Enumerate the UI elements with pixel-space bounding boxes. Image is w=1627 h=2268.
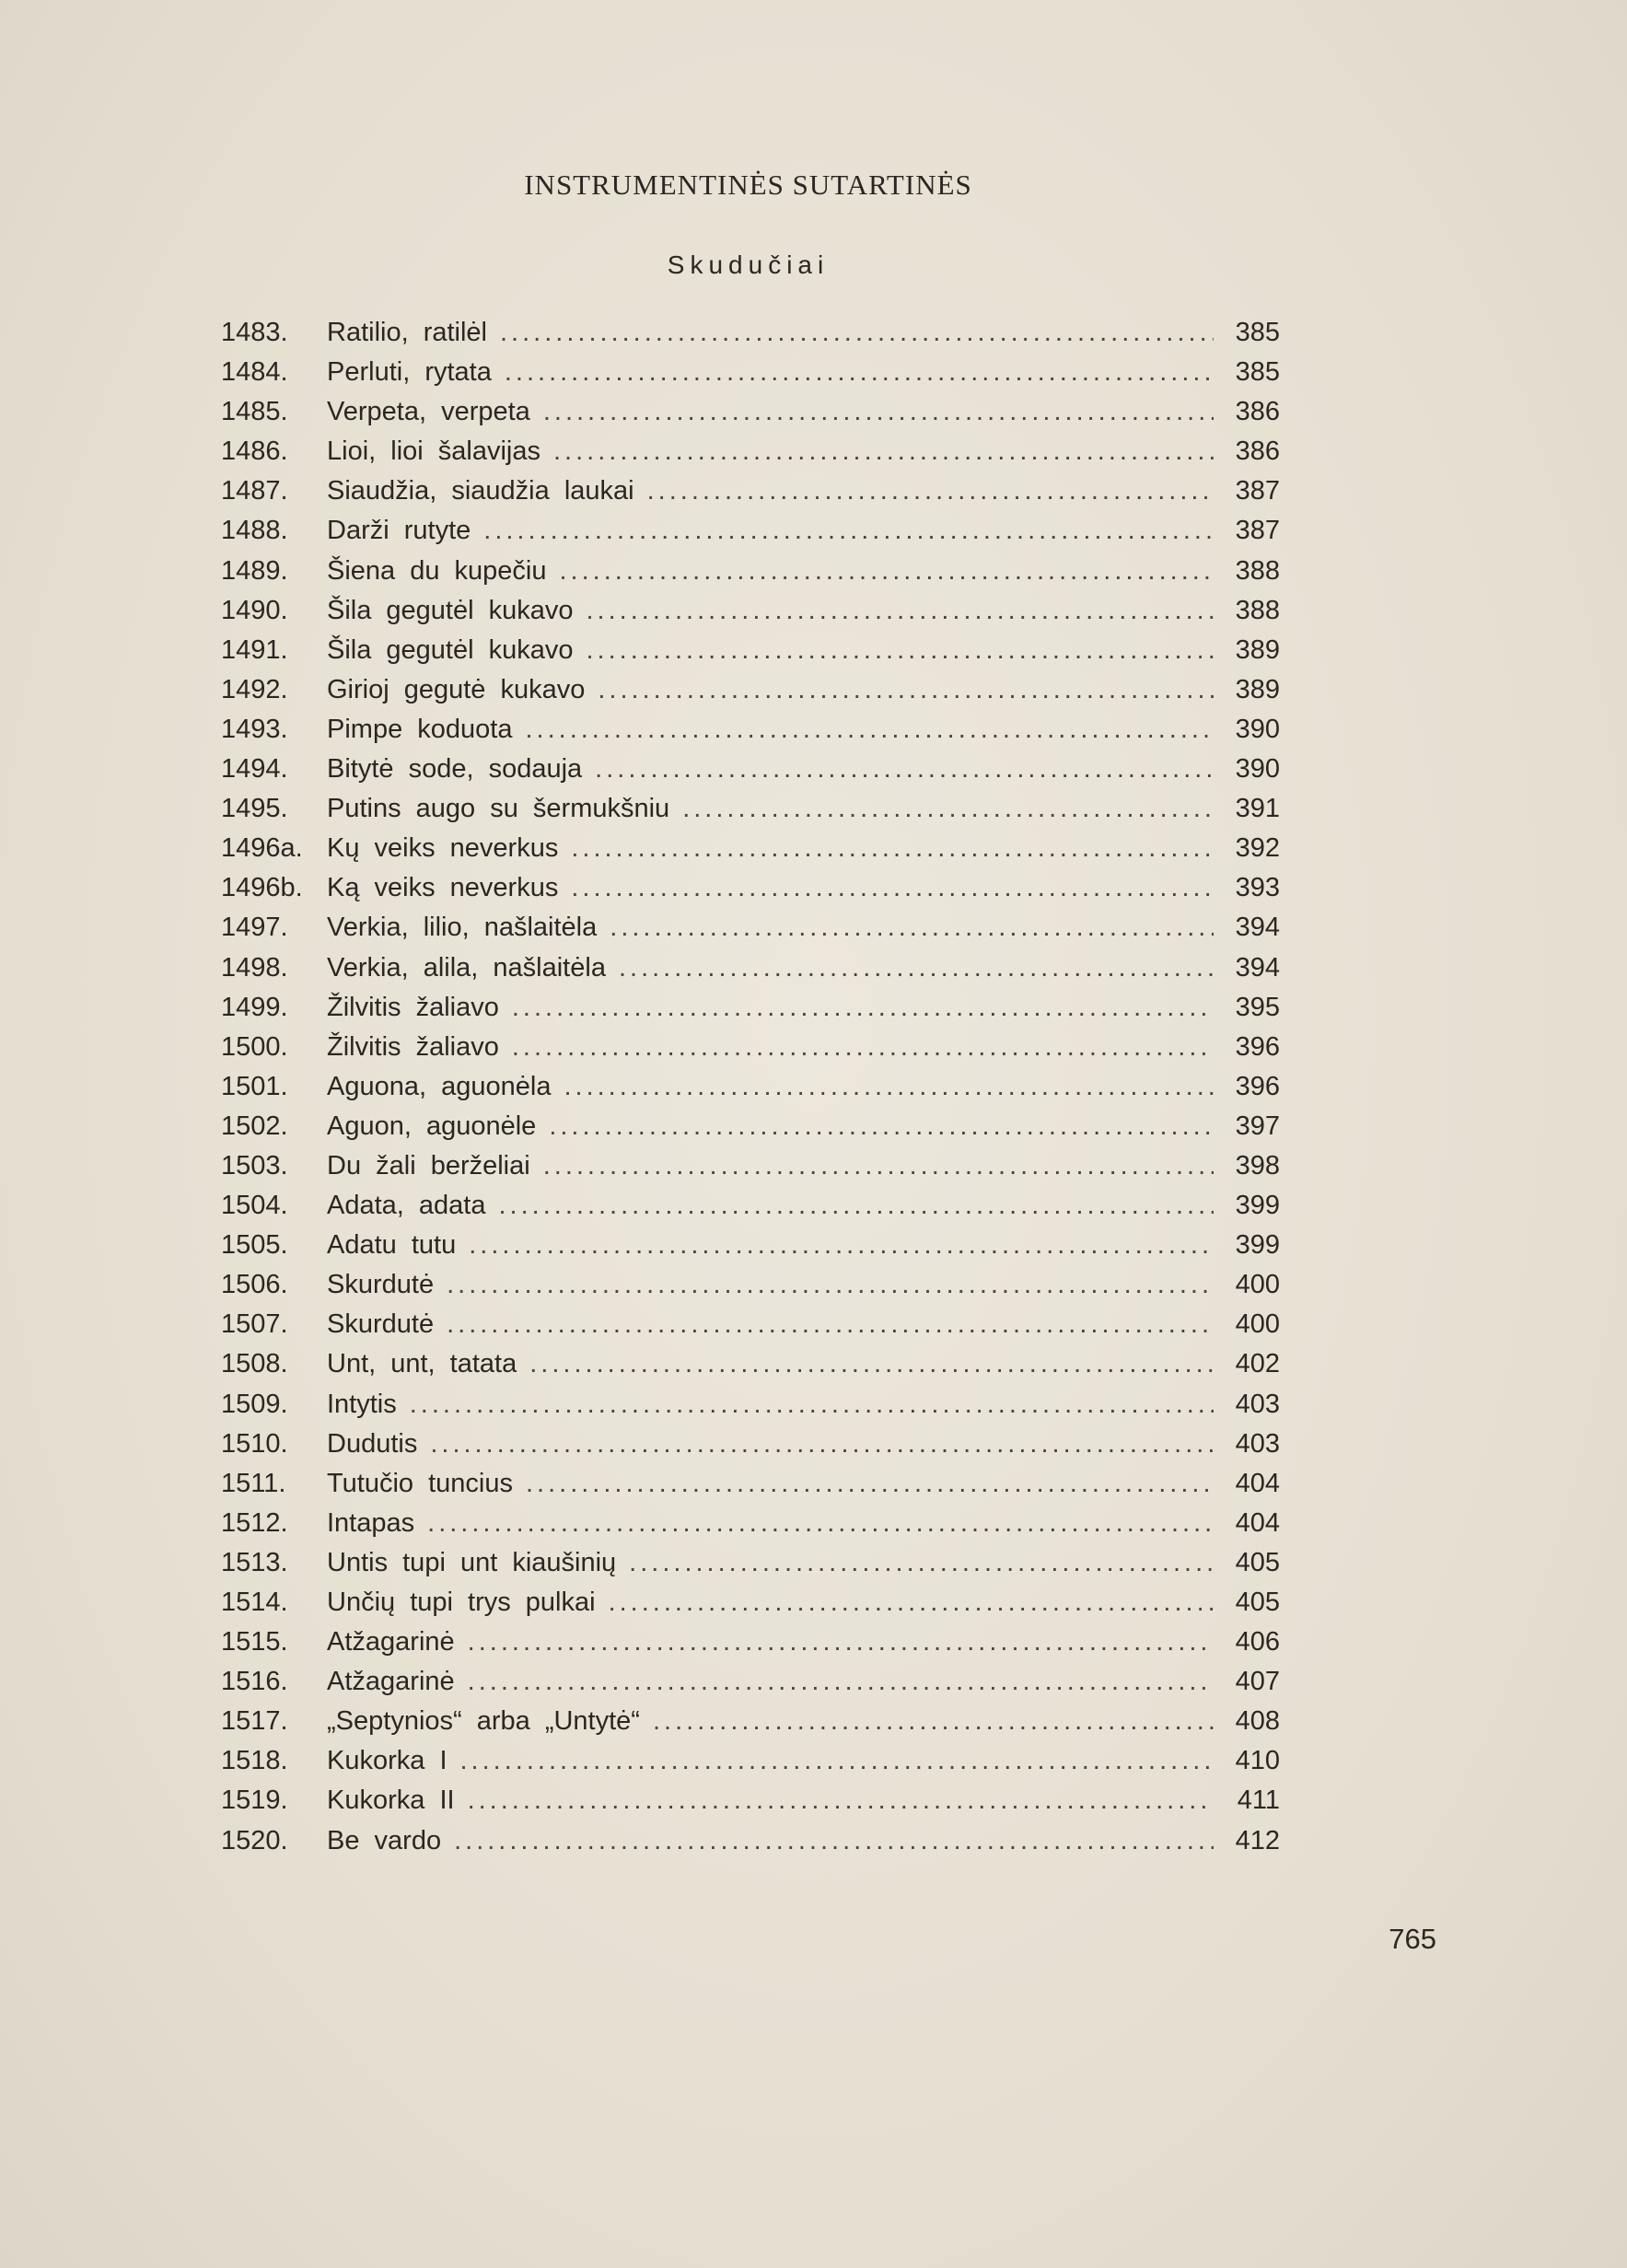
dot-leader <box>543 1146 1214 1186</box>
toc-entry-page: 394 <box>1235 913 1280 943</box>
dot-leader <box>505 353 1214 392</box>
toc-entry-page: 404 <box>1235 1507 1280 1538</box>
dot-leader <box>609 1583 1214 1622</box>
toc-entry-page: 398 <box>1235 1150 1280 1181</box>
toc-entry-title: Verkia, alila, našlaitėla <box>327 952 606 983</box>
toc-entry-number: 1489. <box>221 555 288 586</box>
toc-entry-title: Kukorka I <box>327 1746 447 1776</box>
toc-entry-number: 1488. <box>221 516 288 546</box>
toc-entry-title: „Septynios“ arba „Untytė“ <box>327 1706 640 1737</box>
toc-entry <box>221 1344 1280 1384</box>
toc-entry-title: Dudutis <box>327 1428 418 1459</box>
toc-entry-number: 1494. <box>221 754 288 785</box>
dot-leader <box>498 1186 1214 1226</box>
toc-entry-page: 387 <box>1235 516 1280 546</box>
toc-entry-number: 1500. <box>221 1031 288 1062</box>
dot-leader <box>460 1741 1214 1781</box>
dot-leader <box>571 829 1214 868</box>
toc-entry-title: Pimpe koduota <box>327 714 513 744</box>
toc-entry <box>221 392 1280 432</box>
toc-entry <box>221 1226 1280 1265</box>
toc-entry-number: 1504. <box>221 1191 288 1221</box>
toc-entry-title: Kų veiks neverkus <box>327 833 559 864</box>
toc-entry <box>221 829 1280 868</box>
toc-entry <box>221 1028 1280 1067</box>
toc-entry-title: Aguon, aguonėle <box>327 1111 537 1141</box>
dot-leader <box>682 789 1214 829</box>
toc-entry-page: 394 <box>1235 952 1280 983</box>
toc-entry <box>221 908 1280 948</box>
dot-leader <box>571 868 1214 908</box>
toc-entry-page: 403 <box>1235 1389 1280 1419</box>
toc-entry-page: 392 <box>1235 833 1280 864</box>
toc-entry <box>221 1504 1280 1543</box>
toc-entry-page: 393 <box>1235 873 1280 903</box>
toc-entry <box>221 1067 1280 1107</box>
toc-entry-title: Perluti, rytata <box>327 357 492 388</box>
dot-leader <box>500 313 1214 353</box>
toc-entry-title: Adata, adata <box>327 1191 486 1221</box>
toc-entry-number: 1483. <box>221 318 288 347</box>
dot-leader <box>619 948 1214 988</box>
toc-entry-title: Girioj gegutė kukavo <box>327 674 586 704</box>
toc-entry <box>221 750 1280 789</box>
toc-entry-page: 399 <box>1235 1230 1280 1261</box>
toc-entry-page: 410 <box>1235 1746 1280 1776</box>
toc-entry-page: 408 <box>1235 1706 1280 1737</box>
toc-entry <box>221 1385 1280 1425</box>
page-title: INSTRUMENTINĖS SUTARTINĖS <box>524 169 972 201</box>
dot-leader <box>483 511 1214 551</box>
dot-leader <box>543 392 1214 432</box>
dot-leader <box>595 750 1214 789</box>
toc-entry <box>221 1265 1280 1305</box>
table-of-contents <box>221 313 1280 1861</box>
toc-entry-page: 396 <box>1235 1071 1280 1101</box>
toc-entry <box>221 1464 1280 1504</box>
toc-entry-title: Šila gegutėl kukavo <box>327 595 574 625</box>
toc-entry-page: 391 <box>1235 794 1280 824</box>
toc-entry <box>221 868 1280 908</box>
toc-entry-title: Unt, unt, tatata <box>327 1349 517 1379</box>
toc-entry-number: 1514. <box>221 1588 288 1617</box>
toc-entry <box>221 670 1280 710</box>
toc-entry-page: 386 <box>1235 436 1280 467</box>
toc-entry-page: 397 <box>1235 1111 1280 1141</box>
dot-leader <box>529 1344 1214 1384</box>
toc-entry <box>221 1662 1280 1702</box>
toc-entry-number: 1510. <box>221 1428 288 1459</box>
toc-entry-page: 385 <box>1235 318 1280 347</box>
toc-entry-title: Putins augo su šermukšniu <box>327 794 670 824</box>
toc-entry-page: 412 <box>1235 1825 1280 1855</box>
toc-entry-title: Siaudžia, siaudžia laukai <box>327 476 634 506</box>
toc-entry <box>221 1583 1280 1622</box>
toc-entry-title: Verkia, lilio, našlaitėla <box>327 913 598 943</box>
toc-entry-title: Intapas <box>327 1507 415 1538</box>
toc-entry-page: 399 <box>1235 1191 1280 1221</box>
toc-entry-page: 390 <box>1235 754 1280 785</box>
toc-entry-number: 1506. <box>221 1270 288 1300</box>
toc-entry <box>221 353 1280 392</box>
toc-entry-number: 1487. <box>221 476 288 506</box>
dot-leader <box>560 552 1214 591</box>
toc-entry <box>221 948 1280 988</box>
toc-entry <box>221 471 1280 511</box>
dot-leader <box>610 908 1214 948</box>
toc-entry-title: Šila gegutėl kukavo <box>327 634 574 665</box>
toc-entry <box>221 1146 1280 1186</box>
dot-leader <box>454 1821 1214 1861</box>
toc-entry-page: 395 <box>1235 992 1280 1022</box>
toc-entry-title: Du žali berželiai <box>327 1150 530 1181</box>
dot-leader <box>427 1504 1214 1543</box>
toc-entry-page: 388 <box>1235 555 1280 586</box>
toc-entry-title: Žilvitis žaliavo <box>327 1031 499 1062</box>
toc-entry-page: 404 <box>1235 1468 1280 1498</box>
toc-entry-number: 1496a. <box>221 833 303 864</box>
toc-entry-number: 1498. <box>221 952 288 983</box>
toc-entry-number: 1486. <box>221 436 288 467</box>
toc-entry-number: 1499. <box>221 992 288 1022</box>
toc-entry-number: 1520. <box>221 1825 288 1855</box>
dot-leader <box>598 670 1214 710</box>
toc-entry-title: Be vardo <box>327 1825 442 1855</box>
page-number: 765 <box>1389 1923 1436 1955</box>
dot-leader <box>553 432 1214 471</box>
dot-leader <box>447 1305 1214 1344</box>
toc-entry <box>221 988 1280 1028</box>
toc-entry <box>221 1821 1280 1861</box>
toc-entry-page: 387 <box>1235 476 1280 506</box>
toc-entry-number: 1509. <box>221 1389 288 1419</box>
toc-entry-number: 1493. <box>221 714 288 744</box>
toc-entry <box>221 1425 1280 1464</box>
toc-entry-title: Untis tupi unt kiaušinių <box>327 1547 617 1577</box>
toc-entry-title: Atžagarinė <box>327 1627 455 1657</box>
toc-entry-page: 403 <box>1235 1428 1280 1459</box>
dot-leader <box>587 591 1214 631</box>
toc-entry-title: Šiena du kupečiu <box>327 555 547 586</box>
toc-entry-title: Lioi, lioi šalavijas <box>327 436 540 467</box>
dot-leader <box>525 710 1214 750</box>
toc-entry-title: Skurdutė <box>327 1270 435 1300</box>
toc-entry-number: 1501. <box>221 1071 288 1101</box>
dot-leader <box>564 1067 1214 1107</box>
dot-leader <box>468 1662 1214 1702</box>
dot-leader <box>629 1543 1214 1583</box>
dot-leader <box>447 1265 1214 1305</box>
toc-entry <box>221 432 1280 471</box>
toc-entry-number: 1508. <box>221 1349 288 1379</box>
toc-entry-number: 1513. <box>221 1547 288 1577</box>
toc-entry-number: 1484. <box>221 357 288 388</box>
toc-entry-title: Unčių tupi trys pulkai <box>327 1588 596 1617</box>
toc-entry-number: 1492. <box>221 674 288 704</box>
toc-entry-page: 400 <box>1235 1270 1280 1300</box>
dot-leader <box>549 1107 1214 1146</box>
toc-entry-page: 389 <box>1235 634 1280 665</box>
toc-entry-number: 1496b. <box>221 873 303 903</box>
toc-entry-title: Ratilio, ratilėl <box>327 318 487 347</box>
toc-entry-page: 390 <box>1235 714 1280 744</box>
toc-entry-title: Darži rutyte <box>327 516 471 546</box>
toc-entry <box>221 1702 1280 1741</box>
toc-entry <box>221 511 1280 551</box>
toc-entry-page: 405 <box>1235 1588 1280 1617</box>
toc-entry-page: 406 <box>1235 1627 1280 1657</box>
toc-entry-title: Verpeta, verpeta <box>327 397 530 427</box>
toc-entry <box>221 631 1280 670</box>
toc-entry-number: 1517. <box>221 1706 288 1737</box>
dot-leader <box>468 1622 1214 1662</box>
dot-leader <box>469 1226 1214 1265</box>
toc-entry-title: Kukorka II <box>327 1785 455 1816</box>
dot-leader <box>647 471 1214 511</box>
toc-entry-page: 389 <box>1235 674 1280 704</box>
toc-entry-number: 1519. <box>221 1785 288 1816</box>
toc-entry-number: 1515. <box>221 1627 288 1657</box>
toc-entry <box>221 1543 1280 1583</box>
toc-entry-number: 1518. <box>221 1746 288 1776</box>
toc-entry <box>221 1107 1280 1146</box>
toc-entry-page: 388 <box>1235 595 1280 625</box>
toc-entry-page: 400 <box>1235 1309 1280 1340</box>
toc-entry-title: Bitytė sode, sodauja <box>327 754 583 785</box>
toc-entry <box>221 552 1280 591</box>
toc-entry <box>221 1622 1280 1662</box>
toc-entry-title: Skurdutė <box>327 1309 435 1340</box>
toc-entry-page: 411 <box>1237 1785 1280 1816</box>
dot-leader <box>430 1425 1214 1464</box>
toc-entry-page: 385 <box>1235 357 1280 388</box>
dot-leader <box>526 1464 1214 1504</box>
toc-entry-number: 1491. <box>221 634 288 665</box>
toc-entry-number: 1507. <box>221 1309 288 1340</box>
toc-entry-page: 402 <box>1235 1349 1280 1379</box>
toc-entry-number: 1495. <box>221 794 288 824</box>
toc-entry-page: 405 <box>1235 1547 1280 1577</box>
toc-entry <box>221 789 1280 829</box>
toc-entry-number: 1485. <box>221 397 288 427</box>
dot-leader <box>587 631 1214 670</box>
toc-entry-page: 386 <box>1235 397 1280 427</box>
toc-entry-page: 407 <box>1235 1667 1280 1697</box>
toc-entry-title: Tutučio tuncius <box>327 1468 513 1498</box>
toc-entry-title: Žilvitis žaliavo <box>327 992 499 1022</box>
toc-entry <box>221 710 1280 750</box>
toc-entry <box>221 1305 1280 1344</box>
dot-leader <box>410 1385 1214 1425</box>
dot-leader <box>653 1702 1214 1741</box>
toc-entry <box>221 591 1280 631</box>
toc-entry-title: Ką veiks neverkus <box>327 873 559 903</box>
toc-entry-number: 1512. <box>221 1507 288 1538</box>
toc-entry-title: Aguona, aguonėla <box>327 1071 552 1101</box>
dot-leader <box>512 988 1214 1028</box>
toc-entry <box>221 1741 1280 1781</box>
toc-entry-number: 1505. <box>221 1230 288 1261</box>
dot-leader <box>468 1781 1214 1820</box>
section-title: Skudučiai <box>667 250 830 279</box>
toc-entry-title: Intytis <box>327 1389 397 1419</box>
toc-entry-page: 396 <box>1235 1031 1280 1062</box>
toc-entry-title: Atžagarinė <box>327 1667 455 1697</box>
dot-leader <box>512 1028 1214 1067</box>
toc-entry-number: 1490. <box>221 595 288 625</box>
toc-entry <box>221 1186 1280 1226</box>
toc-entry-number: 1516. <box>221 1667 288 1697</box>
toc-entry-number: 1503. <box>221 1150 288 1181</box>
toc-entry <box>221 313 1280 353</box>
toc-entry-number: 1511. <box>221 1468 286 1498</box>
toc-entry-title: Adatu tutu <box>327 1230 457 1261</box>
toc-entry-number: 1497. <box>221 913 288 943</box>
toc-entry <box>221 1781 1280 1820</box>
toc-entry-number: 1502. <box>221 1111 288 1141</box>
